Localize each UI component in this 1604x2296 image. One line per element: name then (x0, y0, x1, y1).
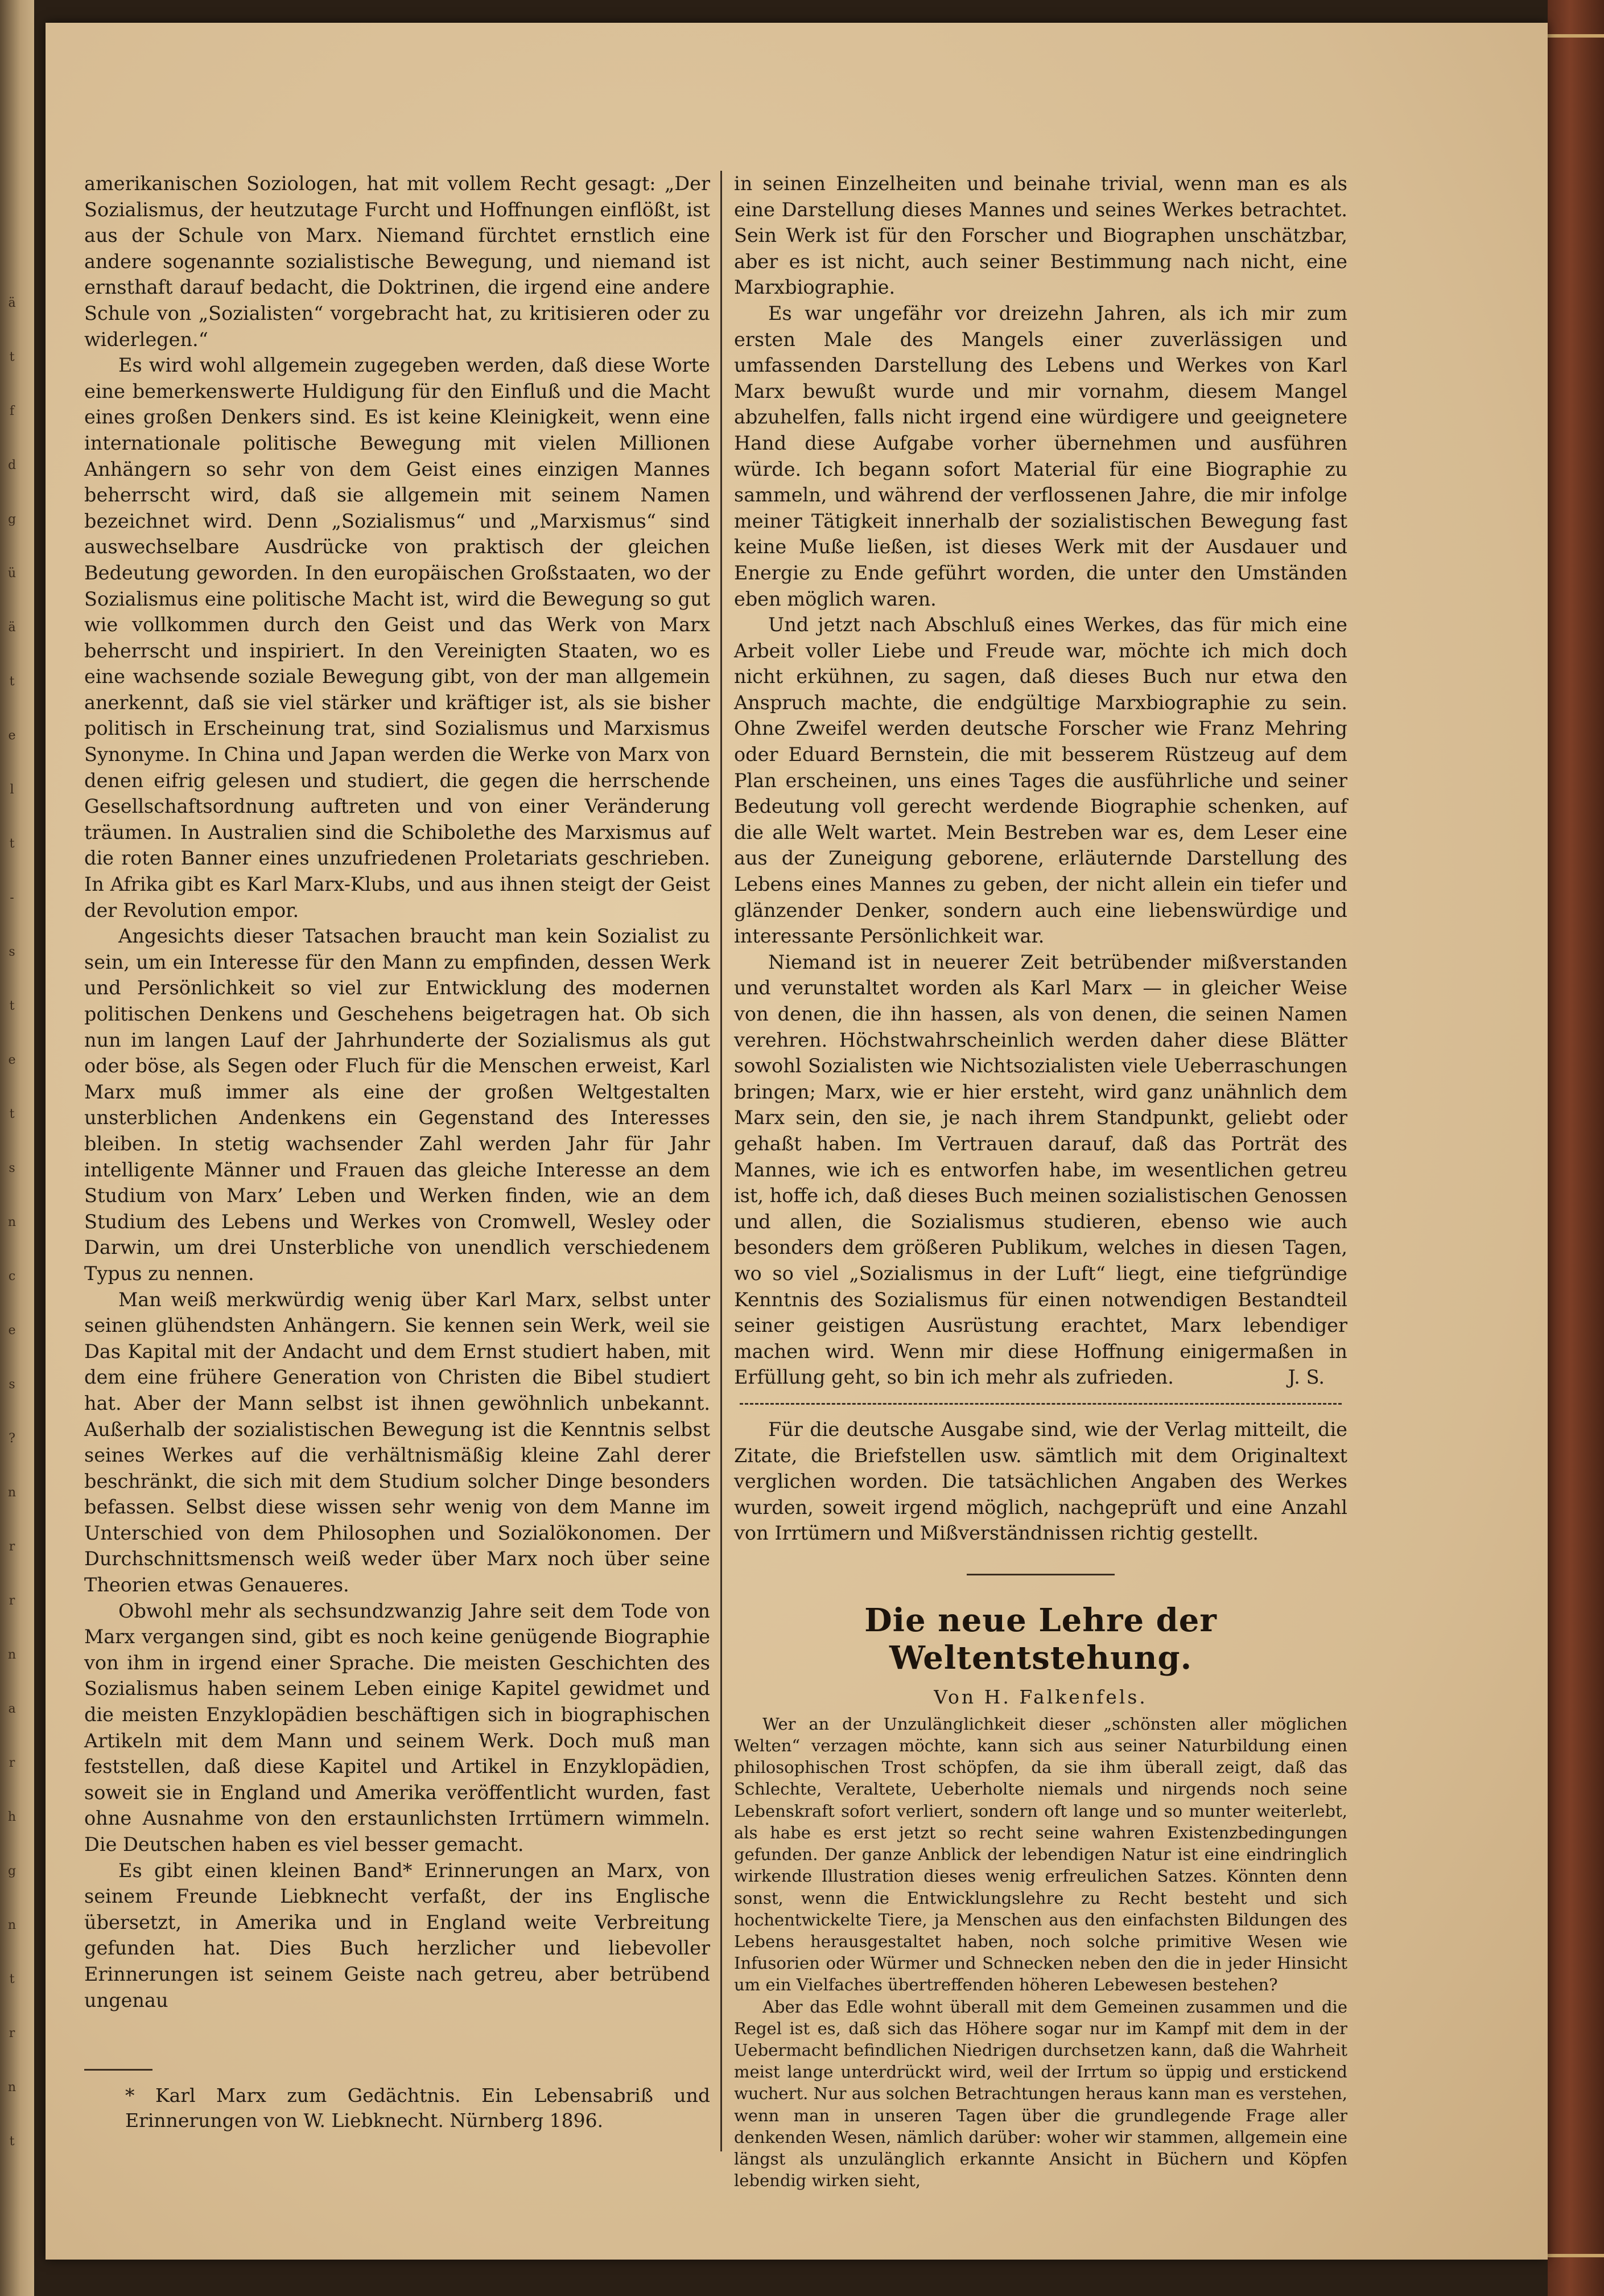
facing-page-fragment: h (7, 1810, 17, 1824)
column-divider (720, 171, 722, 2151)
paragraph (734, 949, 1347, 1390)
facing-page-fragment: - (10, 891, 14, 905)
facing-page-fragment: t (9, 2134, 15, 2149)
section-rule (967, 1574, 1115, 1575)
footnote-rule (84, 2069, 152, 2071)
article-body (734, 1713, 1347, 2191)
facing-page-fragment: a (8, 1702, 16, 1716)
left-column (84, 171, 710, 2013)
facing-page-fragment: t (9, 674, 15, 689)
book-binding (1548, 0, 1604, 2296)
paragraph: Wer an der Unzulänglichkeit dieser „schönsten aller möglichen Welten“ verzagen möchte, kann sich aus seiner Naturbildung einen philosophischen Trost schöpfen, da sie ihm überall zeigt, daß das Schlechte, Veraltete, Ueberholte niemals und nirgends noch seine Lebenskraft sofort verliert, sondern oft lange und so munter weiterlebt, als habe es erst jetzt so recht seine wahren Existenzbedingungen gefunden. Der ganze Anblick der lebendigen Natur ist eine eindringlich wirkende Illustration dieses wenig erfreulichen Satzes. Könnten denn sonst, wenn die Entwicklungslehre zu Recht besteht und sich hochentwickelte Tiere, ja Menschen aus den einfachsten Bildungen des Lebens herausgestaltet haben, noch solche primitive Wesen wie Infusorien oder Würmer und Schnecken neben den die in jeder Hinsicht um ein Vielfaches übertreffenden höheren Lebewesen bestehen? (734, 1714, 1347, 1995)
facing-page-fragment: n (7, 1918, 17, 1932)
facing-page-fragment: r (9, 1540, 15, 1554)
facing-page-fragment: n (7, 2080, 17, 2095)
facing-page-fragment: r (9, 1756, 15, 1770)
paragraph: Es gibt einen kleinen Band* Erinnerungen an Marx, von seinem Freunde Liebknecht verfaßt, der ins Englische übersetzt, in Amerika und in England weite Verbreitung gefunden hat. Dies Buch herzlicher und liebevoller Erinnerungen ist seinem Geiste nach getreu, aber betrübend ungenau (84, 1859, 710, 2011)
facing-page-fragment: c (8, 1269, 16, 1283)
article-title: Die neue Lehre der Weltentstehung. (864, 1601, 1217, 1677)
facing-page-fragment: ? (9, 1431, 15, 1446)
facing-page-fragment: s (9, 1161, 15, 1175)
paragraph: Aber das Edle wohnt überall mit dem Gemeinen zusammen und die Regel ist es, daß sich das Höhere sogar nur im Kampf mit dem in der Uebermacht befindlichen Niedrigen durchsetzen kann, daß die Wahrheit meist lange unterdrückt wird, weil der Irrtum so üppig und erstickend wuchert. Nur aus solchen Betrachtungen heraus kann man es verstehen, wenn man in unseren Tagen über die grundlegende Frage aller denkenden Wesen, nämlich darüber: woher wir stammen, allgemein eine längst als unzulänglich erkannte Ansicht in Büchern und Köpfen lebendig wirken sieht, (734, 1997, 1347, 2191)
signature: J. S. (1288, 1366, 1325, 1389)
paragraph: Obwohl mehr als sechsundzwanzig Jahre seit dem Tode von Marx vergangen sind, gibt es noch keine genügende Biographie von ihm in irgend einer Sprache. Die meisten Geschichten des Sozialismus haben seinem Leben einige Kapitel gewidmet und die meisten Enzyklopädien beschäftigen sich in biographischen Artikeln mit dem Mann und seinem Werk. Doch muß man feststellen, daß diese Kapitel und Artikel in Enzyklopädien, soweit sie in England und Amerika veröffentlicht wurden, fast ohne Ausnahme von den erstaunlichsten Irrtümern wimmeln. Die Deutschen haben es viel besser gemacht. (84, 1599, 710, 1855)
facing-page-fragment: t (9, 1972, 15, 1986)
paragraph-text: Niemand ist in neuerer Zeit betrübender mißverstanden und verunstaltet worden als Karl Marx — in gleicher Weise von denen, die ihn hassen, als von denen, die seinen Namen verehren. Höchstwahrscheinlich werden daher diese Blätter sowohl Sozialisten wie Nichtsozialisten viele Ueberraschungen bringen; Marx, wie er hier ersteht, wird ganz unähnlich dem Marx sein, den sie, je nach ihrem Standpunkt, geliebt oder gehaßt haben. Im Vertrauen darauf, daß das Porträt des Mannes, wie ich es entworfen habe, im wesentlichen getreu ist, hoffe ich, daß dieses Buch meinen sozialistischen Genossen und allen, die Sozialismus studieren, ebenso wie auch besonders dem größeren Publikum, welches in diesen Tagen, wo so viel „Sozialismus in der Luft“ liegt, eine tiefgründige Kenntnis des Sozialismus für einen notwendigen Bestandteil seiner geistigen Ausrüstung erachtet, Marx lebendiger machen wird. Wenn mir diese Hoffnung einigermaßen in Erfüllung geht, so bin ich mehr als zufrieden. (734, 951, 1347, 1389)
facing-page-fragment: s (9, 945, 15, 959)
facing-page-fragment: ü (7, 566, 17, 581)
facing-page-fragment: e (8, 1053, 16, 1067)
paragraph: Und jetzt nach Abschluß eines Werkes, das für mich eine Arbeit voller Liebe und Freude war, möchte ich mich doch nicht erkühnen, zu sagen, daß dieses Buch nur etwa den Anspruch machte, die endgültige Marxbiographie zu sein. Ohne Zweifel werden deutsche Forscher wie Franz Mehring oder Eduard Bernstein, die mit besserem Rüstzeug auf dem Plan erscheinen, uns eines Tages die ausführliche und seiner Bedeutung voll gerecht werdende Biographie schenken, auf die alle Welt wartet. Mein Bestreben war es, dem Leser eine aus der Zuneigung geborene, erläuternde Darstellung des Lebens eines Mannes zu geben, der nicht allein ein tiefer und glänzender Denker, sondern auch eine liebenswürdige und interessante Persönlichkeit war. (734, 614, 1347, 948)
article-byline: Von H. Falkenfels. (934, 1685, 1148, 1708)
facing-page-fragment: n (7, 1215, 17, 1229)
facing-page-fragment: d (7, 458, 17, 472)
facing-page-fragment: g (7, 512, 17, 526)
facing-page-fragment: e (8, 729, 16, 743)
dashed-separator (734, 1390, 1347, 1417)
paragraph: Man weiß merkwürdig wenig über Karl Marx, selbst unter seinen glühendsten Anhängern. Sie kennen sein Werk, weil sie Das Kapital mit der Andacht und dem Ernst studiert haben, mit dem eine frühere Generation von Christen die Bibel studiert hat. Aber der Mann selbst ist ihnen gewöhnlich unbekannt. Außerhalb der sozialistischen Bewegung ist die Kenntnis selbst seines Werkes auf die verhältnismäßig kleine Zahl derer beschränkt, die sich mit dem Studium solcher Dinge besonders befassen. Selbst diese wissen sehr wenig von dem Manne im Unterschied von dem Philosophen und Sozialökonomen. Der Durchschnittsmensch weiß weder über Marx noch über seine Theorien etwas Genaueres. (84, 1288, 710, 1596)
facing-page-fragment: t (9, 1107, 15, 1121)
footnote: * Karl Marx zum Gedächtnis. Ein Lebensabriß und Erinnerungen von W. Liebknecht. Nürnberg 1896. (125, 2084, 710, 2132)
facing-page-fragment: s (9, 1377, 15, 1392)
editor-note: Für die deutsche Ausgabe sind, wie der Verlag mitteilt, die Zitate, die Briefstellen usw. sämtlich mit dem Originaltext verglichen worden. Die tatsächlichen Angaben des Werkes wurden, soweit irgend möglich, nachgeprüft und eine Anzahl von Irrtümern und Mißverständnissen richtig gestellt. (734, 1418, 1347, 1545)
facing-page-fragment: r (9, 2026, 15, 2040)
right-column (734, 171, 1347, 2191)
facing-page-fragment: l (10, 783, 14, 797)
facing-page-fragment: g (7, 1864, 17, 1878)
paragraph: amerikanischen Soziologen, hat mit vollem Recht gesagt: „Der Sozialismus, der heutzutage Furcht und Hoffnungen einflößt, ist aus der Schule von Marx. Niemand fürchtet ernstlich eine andere sogenannte sozialistische Bewegung, und niemand ist ernsthaft darauf bedacht, die Doktrinen, die irgend eine andere Schule von „Sozialisten“ vorgebracht hat, zu kritisieren oder zu widerlegen.“ (84, 172, 710, 351)
paragraph: Es war ungefähr vor dreizehn Jahren, als ich mir zum ersten Male des Mangels einer zuverlässigen und umfassenden Darstellung des Lebens und Werkes von Karl Marx bewußt wurde und mir vornahm, diesem Mangel abzuhelfen, falls nicht irgend eine würdigere und geeignetere Hand diese Aufgabe vorher übernehmen und ausführen würde. Ich begann sofort Material für eine Biographie zu sammeln, und während der verflossenen Jahre, die mir infolge meiner Tätigkeit innerhalb der sozialistischen Bewegung fast keine Muße ließen, ist dieses Werk mit der Ausdauer und Energie zu Ende geführt worden, die unter den Umständen eben möglich waren. (734, 302, 1347, 610)
facing-page-fragment: t (9, 837, 15, 851)
facing-page-fragment: ä (8, 296, 16, 310)
facing-page-edge (0, 0, 34, 2296)
paragraph: Es wird wohl allgemein zugegeben werden, daß diese Worte eine bemerkenswerte Huldigung für den Einfluß und die Macht eines großen Denkers sind. Es ist keine Kleinigkeit, wenn eine internationale politische Bewegung mit vielen Millionen Anhängern so sehr von dem Geist eines einzigen Mannes beherrscht wird, daß sie allgemein mit seinem Namen bezeichnet wird. Denn „Sozialismus“ und „Marxismus“ sind auswechselbare Ausdrücke von praktisch der gleichen Bedeutung geworden. In den europäischen Großstaaten, wo der Sozialismus eine politische Macht ist, wird die Bewegung so gut wie vollkommen durch den Geist und das Werk von Marx beherrscht und inspiriert. In den Vereinigten Staaten, wo es eine wachsende soziale Bewegung gibt, von der man allgemein anerkennt, daß sie viel stärker und kräftiger ist, als sie bisher politisch in Erscheinung trat, sind Sozialismus und Marxismus Synonyme. In China und Japan werden die Werke von Marx von denen eifrig gelesen und studiert, die gegen die herrschende Gesellschaftsordnung auftreten und von einer Veränderung träumen. In Australien sind die Schibolethe des Marxismus auf die roten Banner eines unzufriedenen Proletariats geschrieben. In Afrika gibt es Karl Marx-Klubs, und aus ihnen steigt der Geist der Revolution empor. (84, 354, 710, 921)
facing-page-fragment: f (9, 404, 15, 418)
paragraph: in seinen Einzelheiten und beinahe trivial, wenn man es als eine Darstellung dieses Mannes und seines Werkes betrachtet. Sein Werk ist für den Forscher und Biographen unschätzbar, aber es ist nicht, auch seiner Bestimmung nach nicht, eine Marxbiographie. (734, 172, 1347, 299)
facing-page-fragment: e (8, 1323, 16, 1338)
facing-page-fragment: n (7, 1486, 17, 1500)
paragraph: Angesichts dieser Tatsachen braucht man kein Sozialist zu sein, um ein Interesse für den Mann zu empfinden, dessen Werk und Persönlichkeit so viel zur Entwicklung des modernen politischen Denkens und Geschehens beigetragen hat. Ob sich nun im langen Lauf der Jahrhunderte der Sozialismus als gut oder böse, als Segen oder Fluch für die Menschen erweist, Karl Marx muß immer als eine der großen Weltgestalten unsterblichen Andenkens ein Gegenstand des Interesses bleiben. In stetig wachsender Zahl werden Jahr für Jahr intelligente Männer und Frauen das gleiche Interesse an dem Studium von Marx’ Leben und Werken finden, wie an dem Studium des Lebens und Werkes von Cromwell, Wesley oder Darwin, um drei Unsterbliche von unendlich verschiedenem Typus zu nennen. (84, 925, 710, 1285)
facing-page-fragment: r (9, 1594, 15, 1608)
facing-page-fragment: ä (8, 620, 16, 635)
facing-page-fragment: n (7, 1648, 17, 1662)
facing-page-fragment: t (9, 999, 15, 1013)
facing-page-fragment: t (9, 350, 15, 364)
